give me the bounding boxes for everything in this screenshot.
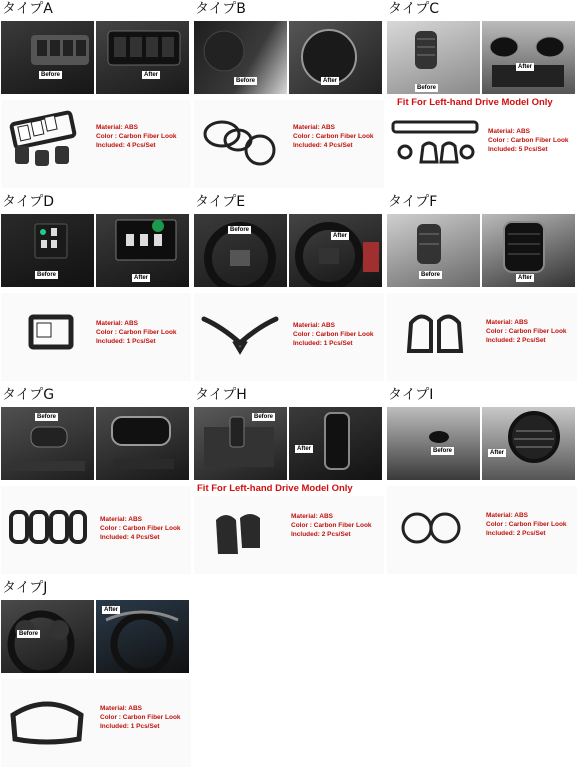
product-card-b[interactable] <box>193 0 386 193</box>
color-text: Color : Carbon Fiber Look <box>486 521 567 528</box>
type-label: タイプH <box>195 387 247 403</box>
after-photo <box>289 214 382 287</box>
color-text: Color : Carbon Fiber Look <box>291 522 372 529</box>
included-text: Included: 4 Pcs/Set <box>100 534 160 541</box>
spec-text <box>293 123 374 150</box>
fitment-banner: Fit For Left-hand Drive Model Only <box>397 97 553 108</box>
type-label: タイプE <box>195 194 246 210</box>
product-card-f[interactable] <box>386 193 579 386</box>
after-tag: After <box>297 446 312 452</box>
color-text: Color : Carbon Fiber Look <box>293 133 374 140</box>
before-tag: Before <box>19 631 39 637</box>
included-text: Included: 4 Pcs/Set <box>96 142 156 149</box>
before-photo <box>1 214 94 287</box>
after-photo <box>482 21 575 94</box>
after-photo <box>96 21 189 94</box>
material-text: Material: ABS <box>488 128 531 135</box>
before-tag: Before <box>41 72 61 78</box>
included-text: Included: 2 Pcs/Set <box>486 337 546 344</box>
steering-wheel-image <box>289 214 382 287</box>
spec-text <box>100 704 181 731</box>
after-tag: After <box>333 233 348 239</box>
product-card-j[interactable] <box>0 579 193 772</box>
vent-ring-parts <box>387 486 482 574</box>
spec-text <box>96 319 177 346</box>
after-photo <box>96 407 189 480</box>
gear-shift-image <box>289 407 382 480</box>
included-text: Included: 1 Pcs/Set <box>96 338 156 345</box>
type-label: タイプA <box>2 1 53 17</box>
before-tag: Before <box>254 414 274 420</box>
switch-cover-parts <box>1 100 96 188</box>
before-photo <box>1 600 94 673</box>
dash-vent-image <box>387 407 480 480</box>
door-handle-image <box>96 407 189 480</box>
before-tag: Before <box>433 448 453 454</box>
color-text: Color : Carbon Fiber Look <box>486 328 567 335</box>
before-tag: Before <box>421 272 441 278</box>
before-tag: Before <box>37 272 57 278</box>
product-card-i[interactable] <box>386 386 579 579</box>
dash-vent-image <box>482 407 575 480</box>
spec-text <box>96 123 177 150</box>
included-text: Included: 1 Pcs/Set <box>293 340 353 347</box>
product-card-e[interactable] <box>193 193 386 386</box>
after-tag: After <box>490 450 505 456</box>
door-switch-image <box>1 21 94 94</box>
type-label: タイプD <box>2 194 55 210</box>
after-photo <box>96 600 189 673</box>
color-text: Color : Carbon Fiber Look <box>488 137 569 144</box>
spec-text <box>486 318 567 345</box>
cluster-frame-part <box>1 679 96 767</box>
after-photo <box>482 407 575 480</box>
handle-trim-parts <box>1 486 96 574</box>
included-text: Included: 4 Pcs/Set <box>293 142 353 149</box>
material-text: Material: ABS <box>486 512 529 519</box>
before-photo <box>194 21 287 94</box>
included-text: Included: 2 Pcs/Set <box>486 530 546 537</box>
after-photo <box>482 214 575 287</box>
spec-text <box>291 512 372 539</box>
spec-text <box>100 515 181 542</box>
steering-wheel-image <box>194 214 287 287</box>
after-tag: After <box>104 607 119 613</box>
material-text: Material: ABS <box>486 319 529 326</box>
before-photo <box>1 407 94 480</box>
included-text: Included: 2 Pcs/Set <box>291 531 351 538</box>
spec-text <box>293 321 374 348</box>
type-label: タイプG <box>2 387 55 403</box>
before-photo <box>1 21 94 94</box>
after-tag: After <box>134 275 149 281</box>
door-switch-image <box>96 21 189 94</box>
type-label: タイプF <box>388 194 438 210</box>
product-card-a[interactable] <box>0 0 193 193</box>
before-photo <box>387 21 480 94</box>
product-card-h[interactable] <box>193 386 386 579</box>
after-photo <box>289 407 382 480</box>
after-photo <box>289 21 382 94</box>
before-tag: Before <box>230 227 250 233</box>
color-text: Color : Carbon Fiber Look <box>293 331 374 338</box>
color-text: Color : Carbon Fiber Look <box>96 133 177 140</box>
vent-trim-parts <box>387 110 485 188</box>
color-text: Color : Carbon Fiber Look <box>100 714 181 721</box>
before-photo <box>194 214 287 287</box>
gear-shift-parts <box>194 496 289 574</box>
after-tag: After <box>323 78 338 84</box>
type-label: タイプI <box>388 387 434 403</box>
after-photo <box>96 214 189 287</box>
after-tag: After <box>518 275 533 281</box>
spec-text <box>486 511 567 538</box>
steering-trim-part <box>194 293 289 381</box>
vent-frame-parts <box>387 293 482 381</box>
included-text: Included: 1 Pcs/Set <box>100 723 160 730</box>
material-text: Material: ABS <box>293 124 336 131</box>
speaker-ring-parts <box>194 100 289 188</box>
color-text: Color : Carbon Fiber Look <box>100 525 181 532</box>
material-text: Material: ABS <box>293 322 336 329</box>
product-card-d[interactable] <box>0 193 193 386</box>
spec-text <box>488 127 569 154</box>
before-photo <box>387 407 480 480</box>
instrument-cluster-image <box>1 600 94 673</box>
material-text: Material: ABS <box>96 124 139 131</box>
fitment-banner: Fit For Left-hand Drive Model Only <box>197 483 353 494</box>
after-tag: After <box>144 72 159 78</box>
before-photo <box>194 407 287 480</box>
before-photo <box>387 214 480 287</box>
before-tag: Before <box>37 414 57 420</box>
material-text: Material: ABS <box>100 516 143 523</box>
included-text: Included: 5 Pcs/Set <box>488 146 548 153</box>
product-card-g[interactable] <box>0 386 193 579</box>
before-tag: Before <box>417 85 437 91</box>
material-text: Material: ABS <box>100 705 143 712</box>
material-text: Material: ABS <box>291 513 334 520</box>
type-label: タイプC <box>388 1 440 17</box>
material-text: Material: ABS <box>96 320 139 327</box>
air-vent-image <box>482 21 575 94</box>
type-label: タイプJ <box>2 580 48 596</box>
panel-frame-part <box>1 293 96 381</box>
before-tag: Before <box>236 78 256 84</box>
color-text: Color : Carbon Fiber Look <box>96 329 177 336</box>
product-card-c[interactable] <box>386 0 579 193</box>
type-label: タイプB <box>195 1 246 17</box>
after-tag: After <box>518 64 533 70</box>
